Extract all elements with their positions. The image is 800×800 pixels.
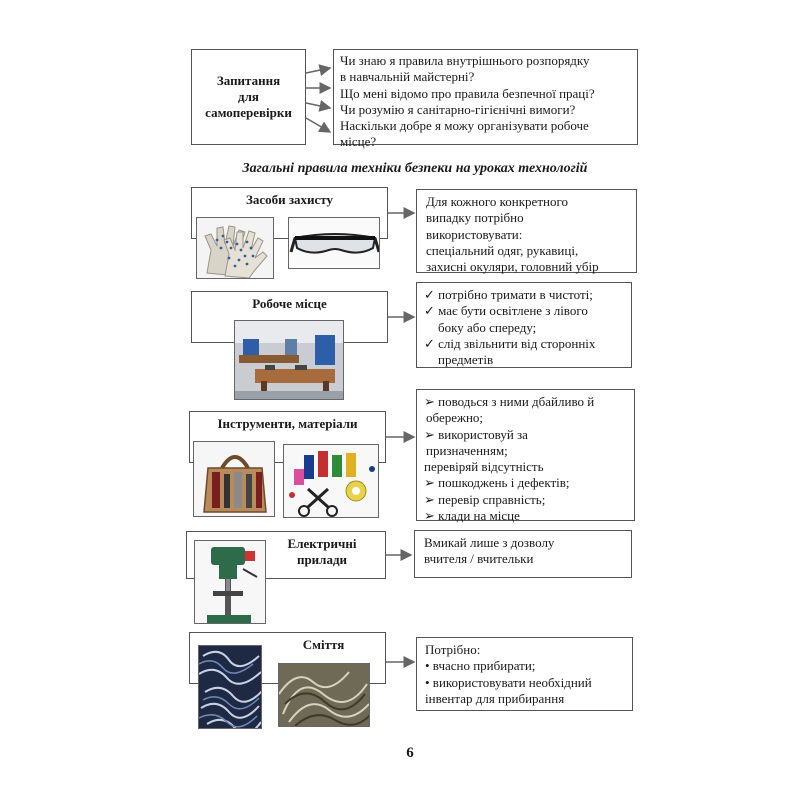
rule-text-box-waste [416, 637, 633, 711]
self-check-questions-box [333, 49, 638, 150]
self-check-label-box [191, 49, 306, 145]
gloves-image [196, 217, 274, 279]
sewing-supplies-image [283, 444, 379, 518]
rule-label: Інструменти, матеріали [217, 416, 358, 431]
rule-text-box-workplace [416, 282, 632, 368]
rule-text-box-tools [416, 389, 635, 524]
rule-text-line: ➢ використовуй за [424, 426, 528, 442]
rule-text-line: предметів [438, 352, 494, 368]
rule-text-line: ✓ потрібно тримати в чистоті; [424, 287, 593, 302]
self-check-label-line: самоперевірки [205, 105, 292, 120]
rule-text-line: призначенням; [426, 442, 508, 458]
question-line: Чи розумію я санітарно-гігієнічні вимоги? [340, 101, 576, 117]
question-line: місце? [340, 134, 377, 150]
rule-text-line: ➢ пошкоджень і дефектів; [424, 475, 570, 491]
rule-label: Сміття [302, 637, 345, 652]
rule-text-line: Вмикай лише з дозволу [424, 535, 555, 550]
rule-text-line: перевіряй відсутність [424, 459, 544, 475]
question-line: в навчальній майстерні? [340, 69, 475, 85]
rule-text-line: інвентар для прибирання [425, 690, 565, 706]
rule-text-line: вчителя / вчительки [424, 551, 534, 567]
self-check-label-line: Запитання [216, 73, 281, 88]
question-line: Чи знаю я правила внутрішнього розпорядку [340, 53, 590, 68]
self-check-label-line: для [238, 89, 259, 104]
section-title: Загальні правила техніки безпеки на уроках технологій [242, 161, 588, 176]
tool-bag-image [193, 441, 275, 517]
rule-text-line: Для кожного конкретного [426, 194, 568, 209]
rule-text-line: • вчасно прибирати; [425, 658, 536, 674]
rule-text-line: використовувати: [426, 226, 523, 242]
rule-text-line: спеціальний одяг, рукавиці, [426, 242, 579, 258]
workshop-image [234, 320, 344, 400]
question-line: Наскільки добре я можу організувати робоче [340, 118, 589, 134]
rule-text-line: ✓ слід звільнити від сторонніх [424, 335, 596, 351]
rule-text-line: випадку потрібно [426, 210, 524, 226]
rule-text-line: обережно; [426, 410, 484, 426]
page-number: 6 [406, 745, 414, 761]
drill-press-image [194, 540, 266, 624]
rule-text-box-protection [416, 189, 637, 273]
rule-text-line: ➢ поводься з ними дбайливо й [424, 394, 595, 409]
goggles-image [288, 217, 380, 269]
rule-text-line: ➢ перевір справність; [424, 491, 546, 507]
rule-label-line: прилади [296, 552, 348, 567]
rule-text-line: Потрібно: [425, 642, 481, 657]
rule-text-line: боку або спереду; [438, 319, 537, 335]
rule-label: Робоче місце [252, 296, 327, 311]
rule-label-line: Електричні [287, 536, 357, 551]
question-line: Що мені відомо про правила безпечної праці? [340, 85, 595, 101]
rule-text-line: захисні окуляри, головний убір [426, 259, 599, 275]
metal-shavings-image [198, 645, 262, 729]
rule-text-line: • використовувати необхідний [425, 674, 592, 690]
rule-label: Засоби захисту [245, 192, 334, 207]
rule-text-line: ✓ має бути освітлене з лівого [424, 303, 588, 319]
rule-text-box-electrical [414, 530, 632, 578]
metal-scrap-image [278, 663, 370, 727]
rule-text-line: ➢ клади на місце [424, 508, 520, 524]
